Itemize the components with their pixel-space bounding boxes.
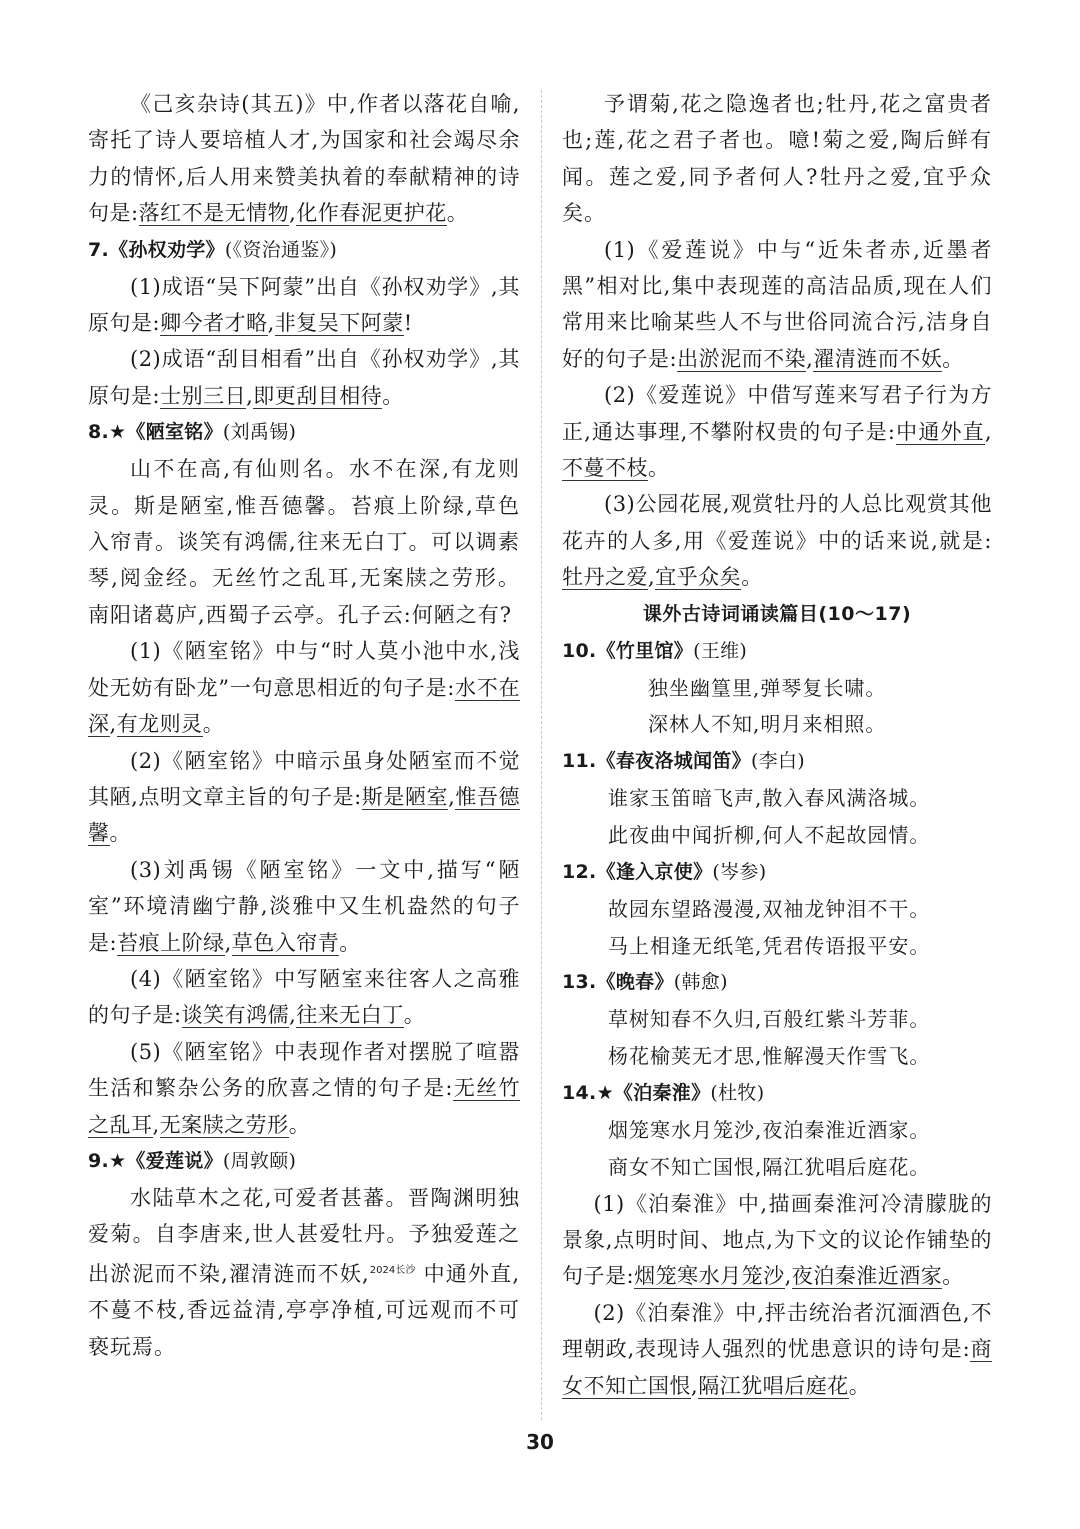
section-14-heading: 14.★《泊秦淮》(杜牧) <box>562 1082 765 1105</box>
page-number: 30 <box>526 1430 554 1454</box>
answer-underline: 出淤泥而不染 <box>677 346 807 371</box>
section-11-heading: 11.《春夜洛城闻笛》(李白) <box>562 750 805 773</box>
answer-underline: 商女不知亡国恨 <box>562 1337 993 1398</box>
answer-underline: 水不在深 <box>88 675 520 737</box>
section-8-q5: (5)《陋室铭》中表现作者对摆脱了喧嚣生活和繁杂公务的欣喜之情的句子是:无丝竹之乱耳,无案牍之劳形。 <box>88 1039 520 1137</box>
answer-underline: 隔江犹唱后庭花 <box>698 1373 849 1398</box>
answer-underline: 往来无白丁 <box>296 1003 404 1028</box>
poem-line: 马上相逢无纸笔,凭君传语报平安。 <box>608 933 931 958</box>
answer-underline: 落红不是无情物 <box>138 201 290 226</box>
answer-underline: 苔痕上阶绿 <box>117 930 225 955</box>
exam-note: 2024长沙 <box>369 1264 416 1276</box>
answer-underline: 士别三日 <box>160 383 247 408</box>
answer-underline: 草色入帘青 <box>231 930 340 955</box>
poem-13 <box>562 1001 992 1075</box>
section-9-text-cont: 予谓菊,花之隐逸者也;牡丹,花之富贵者也;莲,花之君子者也。噫!菊之爱,陶后鲜有闻。莲之爱,同予者何人?牡丹之爱,宜乎众矣。 <box>562 92 992 226</box>
poem-line: 杨花榆荚无才思,惟解漫天作雪飞。 <box>608 1044 931 1069</box>
section-10-heading: 10.《竹里馆》(王维) <box>562 639 748 662</box>
poem-line: 此夜曲中闻折柳,何人不起故园情。 <box>608 823 931 848</box>
section-7-q2: (2)成语“刮目相看”出自《孙权劝学》,其原句是:士别三日,即更刮目相待。 <box>88 347 520 408</box>
poem-line: 烟笼寒水月笼沙,夜泊秦淮近酒家。 <box>608 1118 931 1143</box>
answer-underline: 无案牍之劳形 <box>159 1112 289 1137</box>
answer-underline: 宜乎众矣 <box>655 565 742 590</box>
section-8-q2: (2)《陋室铭》中暗示虽身处陋室而不觉其陋,点明文章主旨的句子是:斯是陋室,惟吾德馨。 <box>88 748 521 846</box>
answer-underline: 不蔓不枝 <box>562 456 648 481</box>
section-7-heading: 7.《孙权劝学》(《资治通鉴》) <box>88 238 338 261</box>
section-8-q1: (1)《陋室铭》中与“时人莫小池中水,浅处无妨有卧龙”一句意思相近的句子是:水不在深,有龙则灵。 <box>88 639 520 737</box>
section-9-q1: (1)《爱莲说》中与“近朱者赤,近墨者黑”相对比,集中表现莲的高洁品质,现在人们常用来比喻某些人不与世俗同流合污,洁身自好的句子是:出淤泥而不染,濯清涟而不妖。 <box>562 237 992 371</box>
section-8-heading: 8.★《陋室铭》(刘禹锡) <box>88 421 297 444</box>
section-9-heading: 9.★《爱莲说》(周敦颐) <box>88 1149 297 1172</box>
section-9-q3: (3)公园花展,观赏牡丹的人总比观赏其他花卉的人多,用《爱莲说》中的话来说,就是:牡丹之爱,宜乎众矣。 <box>562 492 992 590</box>
intro-question: 《己亥杂诗(其五)》中,作者以落花自喻,寄托了诗人要培植人才,为国家和社会竭尽余力的情怀,后人用来赞美执着的奉献精神的诗句是:落红不是无情物,化作春泥更护花。 <box>88 92 520 226</box>
answer-underline: 惟吾德馨 <box>88 784 521 846</box>
answer-underline: 卿今者才略 <box>160 311 268 336</box>
answer-underline: 无丝竹之乱耳 <box>88 1076 520 1137</box>
section-12-heading: 12.《逢入京使》(岑参) <box>562 860 767 883</box>
poem-line: 商女不知亡国恨,隔江犹唱后庭花。 <box>608 1154 931 1179</box>
poem-line: 独坐幽篁里,弹琴复长啸。 <box>648 675 887 700</box>
poem-14 <box>562 1112 992 1186</box>
answer-underline: 化作春泥更护花 <box>296 201 447 226</box>
poem-10 <box>562 670 992 744</box>
answer-underline: 牡丹之爱 <box>562 565 648 590</box>
answer-underline: 夜泊秦淮近酒家 <box>791 1264 943 1289</box>
answer-underline: 烟笼寒水月笼沙 <box>634 1264 785 1289</box>
poem-line: 故园东望路漫漫,双袖龙钟泪不干。 <box>608 896 931 921</box>
section-7-q1: (1)成语“吴下阿蒙”出自《孙权劝学》,其原句是:卿今者才略,非复吴下阿蒙! <box>88 274 520 336</box>
star-icon: ★ <box>596 1082 614 1105</box>
section-8-q3: (3)刘禹锡《陋室铭》一文中,描写“陋室”环境清幽宁静,淡雅中又生机盎然的句子是:苔痕上阶绿,草色入帘青。 <box>88 857 520 955</box>
star-icon: ★ <box>109 421 127 444</box>
answer-underline: 斯是陋室 <box>361 784 449 809</box>
section-8-q4: (4)《陋室铭》中写陋室来往客人之高雅的句子是:谈笑有鸿儒,往来无白丁。 <box>88 966 520 1028</box>
section-14-q2: (2)《泊秦淮》中,抨击统治者沉湎酒色,不理朝政,表现诗人强烈的忧患意识的诗句是:商女不知亡国恨,隔江犹唱后庭花。 <box>562 1300 993 1398</box>
section-title: 课外古诗词诵读篇目(10～17) <box>642 602 912 625</box>
star-icon: ★ <box>109 1149 127 1172</box>
answer-underline: 中通外直 <box>895 419 985 444</box>
section-13-heading: 13.《晚春》(韩愈) <box>562 971 728 994</box>
poem-line: 草树知春不久归,百般红紫斗芳菲。 <box>608 1007 931 1032</box>
section-14-q1: (1)《泊秦淮》中,描画秦淮河冷清朦胧的景象,点明时间、地点,为下文的议论作铺垫的句子是:烟笼寒水月笼沙,夜泊秦淮近酒家。 <box>562 1191 992 1289</box>
answer-underline: 即更刮目相待 <box>253 383 383 408</box>
poem-line: 深林人不知,明月来相照。 <box>648 712 887 737</box>
poem-12 <box>562 891 992 965</box>
section-8-text: 山不在高,有仙则名。水不在深,有龙则灵。斯是陋室,惟吾德馨。苔痕上阶绿,草色入帘青。谈笑有鸿儒,往来无白丁。可以调素琴,阅金经。无丝竹之乱耳,无案牍之劳形。南阳诸葛庐,西蜀子云亭。孔子云:何陋之有? <box>88 457 520 627</box>
left-column <box>88 86 520 1365</box>
section-9-text: 水陆草木之花,可爱者甚蕃。晋陶渊明独爱菊。自李唐来,世人甚爱牡丹。予独爱莲之出淤泥而不染,濯清涟而不妖,$^{2024长沙}$ 中通外直,不蔓不枝,香远益清,亭亭净植,可远观而不可亵玩焉。 <box>88 1185 520 1359</box>
column-divider <box>541 90 542 1420</box>
poem-11 <box>562 780 992 854</box>
section-9-q2: (2)《爱莲说》中借写莲来写君子行为方正,通达事理,不攀附权贵的句子是:中通外直,不蔓不枝。 <box>562 383 992 481</box>
answer-underline: 非复吴下阿蒙 <box>274 311 404 336</box>
answer-underline: 濯清涟而不妖 <box>813 346 943 371</box>
answer-underline: 有龙则灵 <box>116 712 203 737</box>
poem-line: 谁家玉笛暗飞声,散入春风满洛城。 <box>608 786 931 811</box>
answer-underline: 谈笑有鸿儒 <box>181 1003 290 1028</box>
right-column <box>562 86 992 1404</box>
